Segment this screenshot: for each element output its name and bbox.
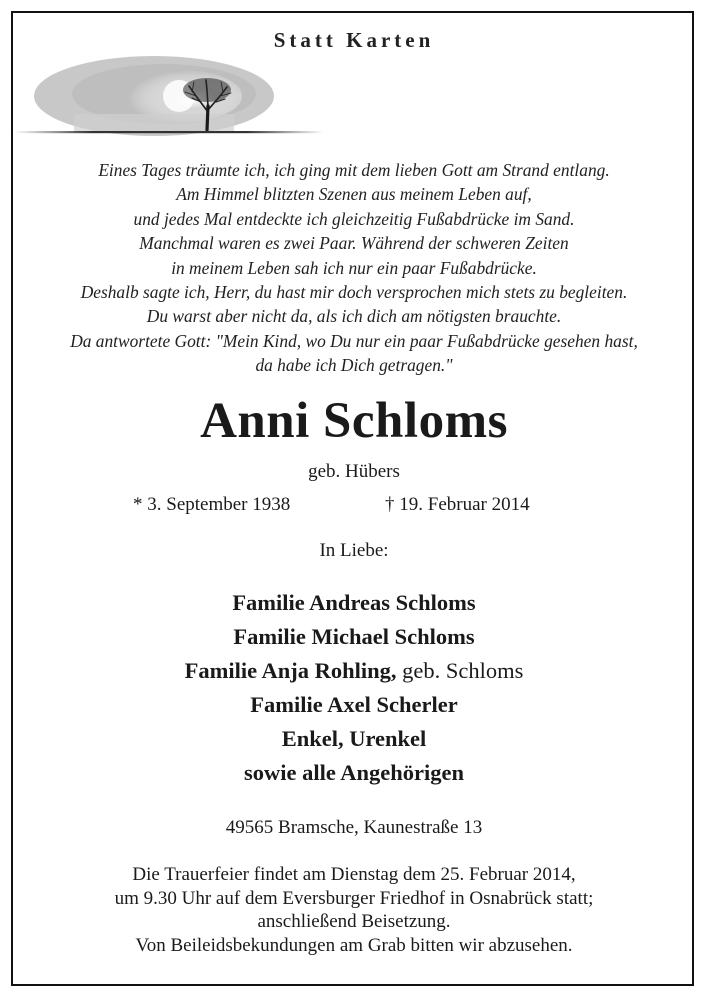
service-info [0,863,708,957]
poem-line: Manchmal waren es zwei Paar. Während der schweren Zeiten [139,233,569,254]
service-line: um 9.30 Uhr auf dem Eversburger Friedhof in Osnabrück statt; [114,887,594,909]
deceased-name: Anni Schloms [200,393,508,449]
poem-line: Am Himmel blitzten Szenen aus meinem Leben auf, [176,184,532,205]
poem [0,158,708,378]
family-entry [0,620,708,654]
poem-line: Du warst aber nicht da, als ich dich am nötigsten brauchte. [146,306,562,327]
address: 49565 Bramsche, Kaunestraße 13 [225,817,483,838]
death-date: † 19. Februar 2014 [385,494,530,515]
poem-line: Deshalb sagte ich, Herr, du hast mir doch versprochen mich stets zu begleiten. [80,282,628,303]
poem-line: da habe ich Dich getragen." [255,355,453,376]
poem-line: Da antwortete Gott: "Mein Kind, wo Du nur ein paar Fußabdrücke gesehen hast, [70,330,638,351]
poem-line: Eines Tages träumte ich, ich ging mit dem lieben Gott am Strand entlang. [98,160,610,180]
maiden-name: geb. Hübers [308,461,400,482]
family-entry [0,756,708,790]
service-line: Die Trauerfeier findet am Dienstag dem 25. Februar 2014, [132,864,576,885]
family-name: Familie Anja Rohling, [184,658,397,683]
service-line: anschließend Beisetzung. [257,911,451,933]
poem-line: in meinem Leben sah ich nur ein paar Fußabdrücke. [171,257,537,278]
family-name: Familie Michael Schloms [233,624,475,649]
service-line: Von Beileidsbekundungen am Grab bitten wir abzusehen. [135,934,573,956]
family-entry [0,688,708,722]
family-name: Enkel, Urenkel [281,726,427,751]
mourners-list [0,586,708,790]
family-entry [0,722,708,756]
family-name: sowie alle Angehörigen [244,760,464,785]
family-entry [0,654,708,688]
mourners-intro: In Liebe: [319,540,389,561]
notice-heading: Statt Karten [273,28,435,52]
poem-line: und jedes Mal entdeckte ich gleichzeitig Fußabdrücke im Sand. [133,208,575,229]
family-suffix: geb. Schloms [396,658,524,683]
family-entry [0,586,708,620]
family-name: Familie Axel Scherler [250,692,458,717]
tree-at-horizon-icon [14,54,324,146]
birth-date: * 3. September 1938 [133,494,291,515]
family-name: Familie Andreas Schloms [232,590,476,615]
